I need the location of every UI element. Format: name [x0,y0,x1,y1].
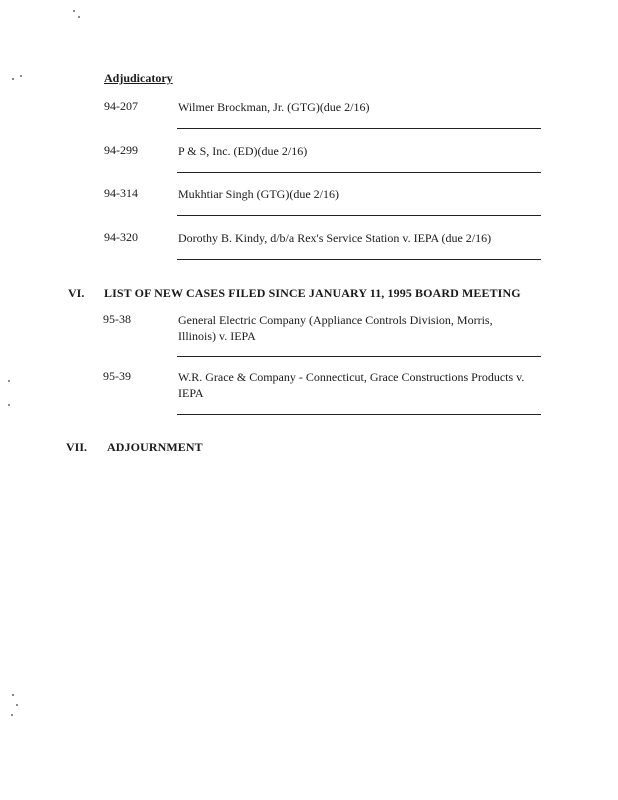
case-number: 94-207 [104,99,138,113]
section-vi-number: VI. [68,286,85,300]
case-number: 95-39 [103,369,131,383]
scan-speck [8,380,10,382]
case-description: P & S, Inc. (ED)(due 2/16) [178,144,308,158]
adjudicatory-heading: Adjudicatory [104,71,173,85]
signature-line [177,172,541,173]
scan-speck [16,704,18,706]
scan-speck [78,16,80,18]
scan-speck [73,10,75,12]
case-number: 94-299 [104,143,138,157]
signature-line [177,414,541,415]
scan-speck [11,714,13,716]
case-description: Dorothy B. Kindy, d/b/a Rex's Service Station v. IEPA (due 2/16) [178,231,492,245]
signature-line [177,356,541,357]
case-description: Mukhtiar Singh (GTG)(due 2/16) [178,187,339,201]
case-description: Wilmer Brockman, Jr. (GTG)(due 2/16) [178,100,370,114]
case-number: 95-38 [103,312,131,326]
signature-line [177,128,541,129]
signature-line [177,215,541,216]
section-vii-number: VII. [66,440,88,454]
signature-line [177,259,541,260]
scan-speck [12,694,14,696]
section-vii-title: ADJOURNMENT [107,440,203,454]
case-number: 94-314 [104,186,138,200]
case-description: W.R. Grace & Company - Connecticut, Grace Constructions Products v. IEPA [178,370,525,400]
section-vi-title: LIST OF NEW CASES FILED SINCE JANUARY 11, 1995 BOARD MEETING [104,286,521,300]
scan-speck [8,404,10,406]
scan-speck [12,78,14,80]
case-number: 94-320 [104,230,138,244]
scan-speck [20,75,22,77]
case-description: General Electric Company (Appliance Controls Division, Morris, Illinois) v. IEPA [178,313,493,343]
